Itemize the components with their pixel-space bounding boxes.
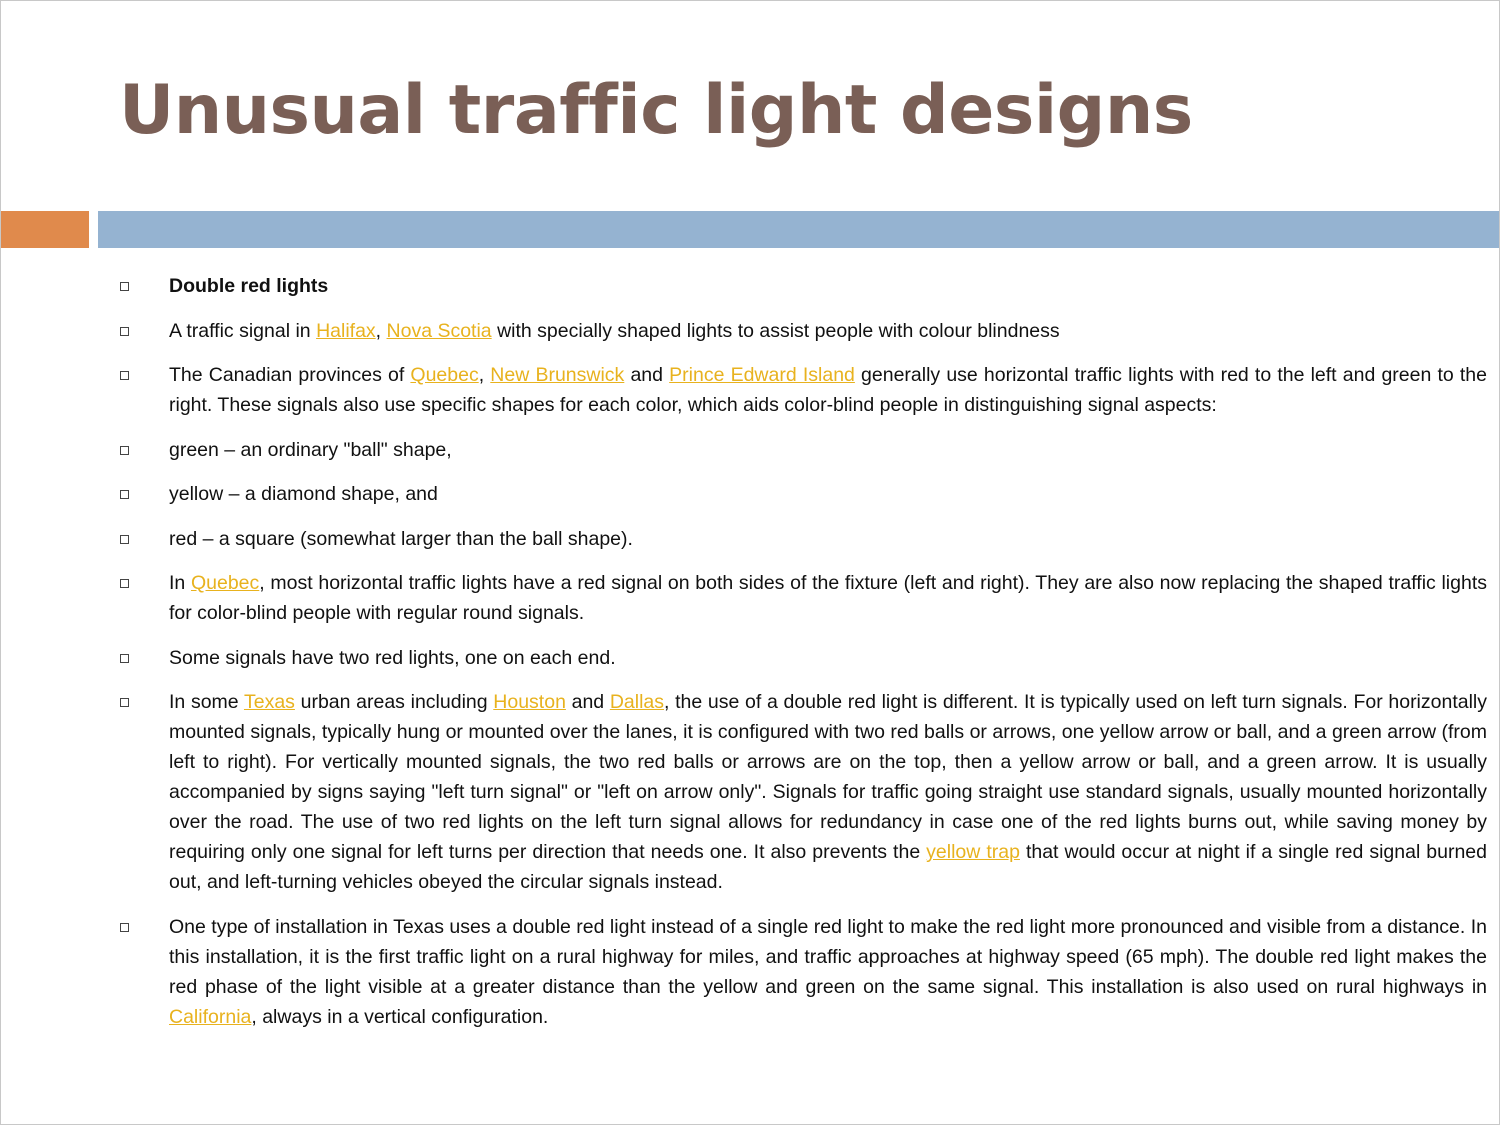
bullet-text: ,	[478, 364, 491, 386]
bullet-item	[119, 271, 1487, 301]
bullet-list	[119, 271, 1487, 1046]
bullet-text: , most horizontal traffic lights have a red signal on both sides of the fixture (left and right). They are also now replacing the shaped traffic lights for color-blind people with regular round signals.	[169, 572, 1487, 624]
link-dallas[interactable]: Dallas	[609, 691, 665, 713]
bullet-text: urban areas including	[294, 691, 494, 713]
bullet-text: One type of installation in Texas uses a double red light instead of a single red light to make the red light more pronounced and visible from a distance. In this installation, it is the first traffic light on a rural highway for miles, and traffic approaches at highway speed (65 mph). The double red light makes the red phase of the light visible at a greater distance than the yellow and green on the same signal. This installation is also used on rural highways in	[169, 915, 1487, 998]
bullet-item	[119, 435, 1487, 465]
slide-title: Unusual traffic light designs	[119, 71, 1193, 150]
bullet-text: generally use horizontal traffic lights with red to the left and green to the right. These signals also use specific shapes for each color, which aids color-blind people in distinguishing signal aspects:	[169, 364, 1487, 416]
bullet-item	[119, 687, 1487, 897]
square-bullet-icon	[120, 282, 129, 291]
link-houston[interactable]: Houston	[493, 691, 566, 713]
bullet-text: and	[624, 364, 670, 386]
square-bullet-icon	[120, 327, 129, 336]
bullet-item	[119, 912, 1487, 1032]
bullet-item	[119, 524, 1487, 554]
bullet-text: yellow – a diamond shape, and	[169, 483, 438, 505]
bullet-item	[119, 643, 1487, 673]
link-quebec[interactable]: Quebec	[190, 572, 260, 594]
bullet-text: that would occur at night if a single red signal burned out, and left-turning vehicles obeyed the circular signals instead.	[169, 841, 1487, 893]
accent-bar-blue	[98, 211, 1500, 248]
bullet-text: ,	[375, 319, 387, 342]
link-yellow-trap[interactable]: yellow trap	[926, 841, 1020, 863]
bullet-text: , the use of a double red light is different. It is typically used on left turn signals. For horizontally mounted signals, typically hung or mounted over the lanes, it is configured with two red balls or arrows, one yellow arrow or ball, and a green arrow (from left to right). For vertically mounted signals, the two red balls or arrows are on the top, then a yellow arrow or ball, and a green arrow. It is usually accompanied by signs saying "left turn signal" or "left on arrow only". Signals for traffic going straight use standard signals, usually mounted horizontally over the road. The use of two red lights on the left turn signal allows for redundancy in case one of the red lights burns out, while saving money by requiring only one signal for left turns per direction that needs one. It also prevents the	[169, 691, 1488, 863]
square-bullet-icon	[120, 579, 129, 588]
square-bullet-icon	[120, 654, 129, 663]
link-texas[interactable]: Texas	[243, 691, 295, 713]
link-halifax[interactable]: Halifax	[316, 319, 376, 342]
bullet-text: with specially shaped lights to assist people with colour blindness	[491, 319, 1060, 342]
bullet-text: green – an ordinary "ball" shape,	[169, 438, 452, 461]
accent-bar-orange	[1, 211, 89, 248]
square-bullet-icon	[120, 371, 129, 380]
square-bullet-icon	[120, 698, 129, 707]
bullet-text: red – a square (somewhat larger than the ball shape).	[169, 527, 633, 550]
bullet-text: Some signals have two red lights, one on each end.	[169, 646, 616, 669]
link-prince-edward-island[interactable]: Prince Edward Island	[669, 364, 855, 386]
bullet-item	[119, 479, 1487, 509]
bullet-text: A traffic signal in	[169, 319, 317, 342]
square-bullet-icon	[120, 490, 129, 499]
bullet-item	[119, 360, 1487, 420]
link-nova-scotia[interactable]: Nova Scotia	[386, 319, 492, 342]
bullet-text: , always in a vertical configuration.	[251, 1005, 549, 1028]
link-california[interactable]: California	[169, 1005, 252, 1028]
link-quebec[interactable]: Quebec	[410, 364, 479, 386]
bullet-item	[119, 568, 1487, 628]
bullet-text: In	[169, 572, 191, 594]
bullet-heading: Double red lights	[169, 275, 329, 297]
bullet-item	[119, 316, 1487, 346]
bullet-text: and	[565, 691, 610, 713]
square-bullet-icon	[120, 446, 129, 455]
link-new-brunswick[interactable]: New Brunswick	[490, 364, 625, 386]
square-bullet-icon	[120, 923, 129, 932]
square-bullet-icon	[120, 535, 129, 544]
bullet-text: The Canadian provinces of	[169, 364, 411, 386]
bullet-text: In some	[169, 691, 244, 713]
